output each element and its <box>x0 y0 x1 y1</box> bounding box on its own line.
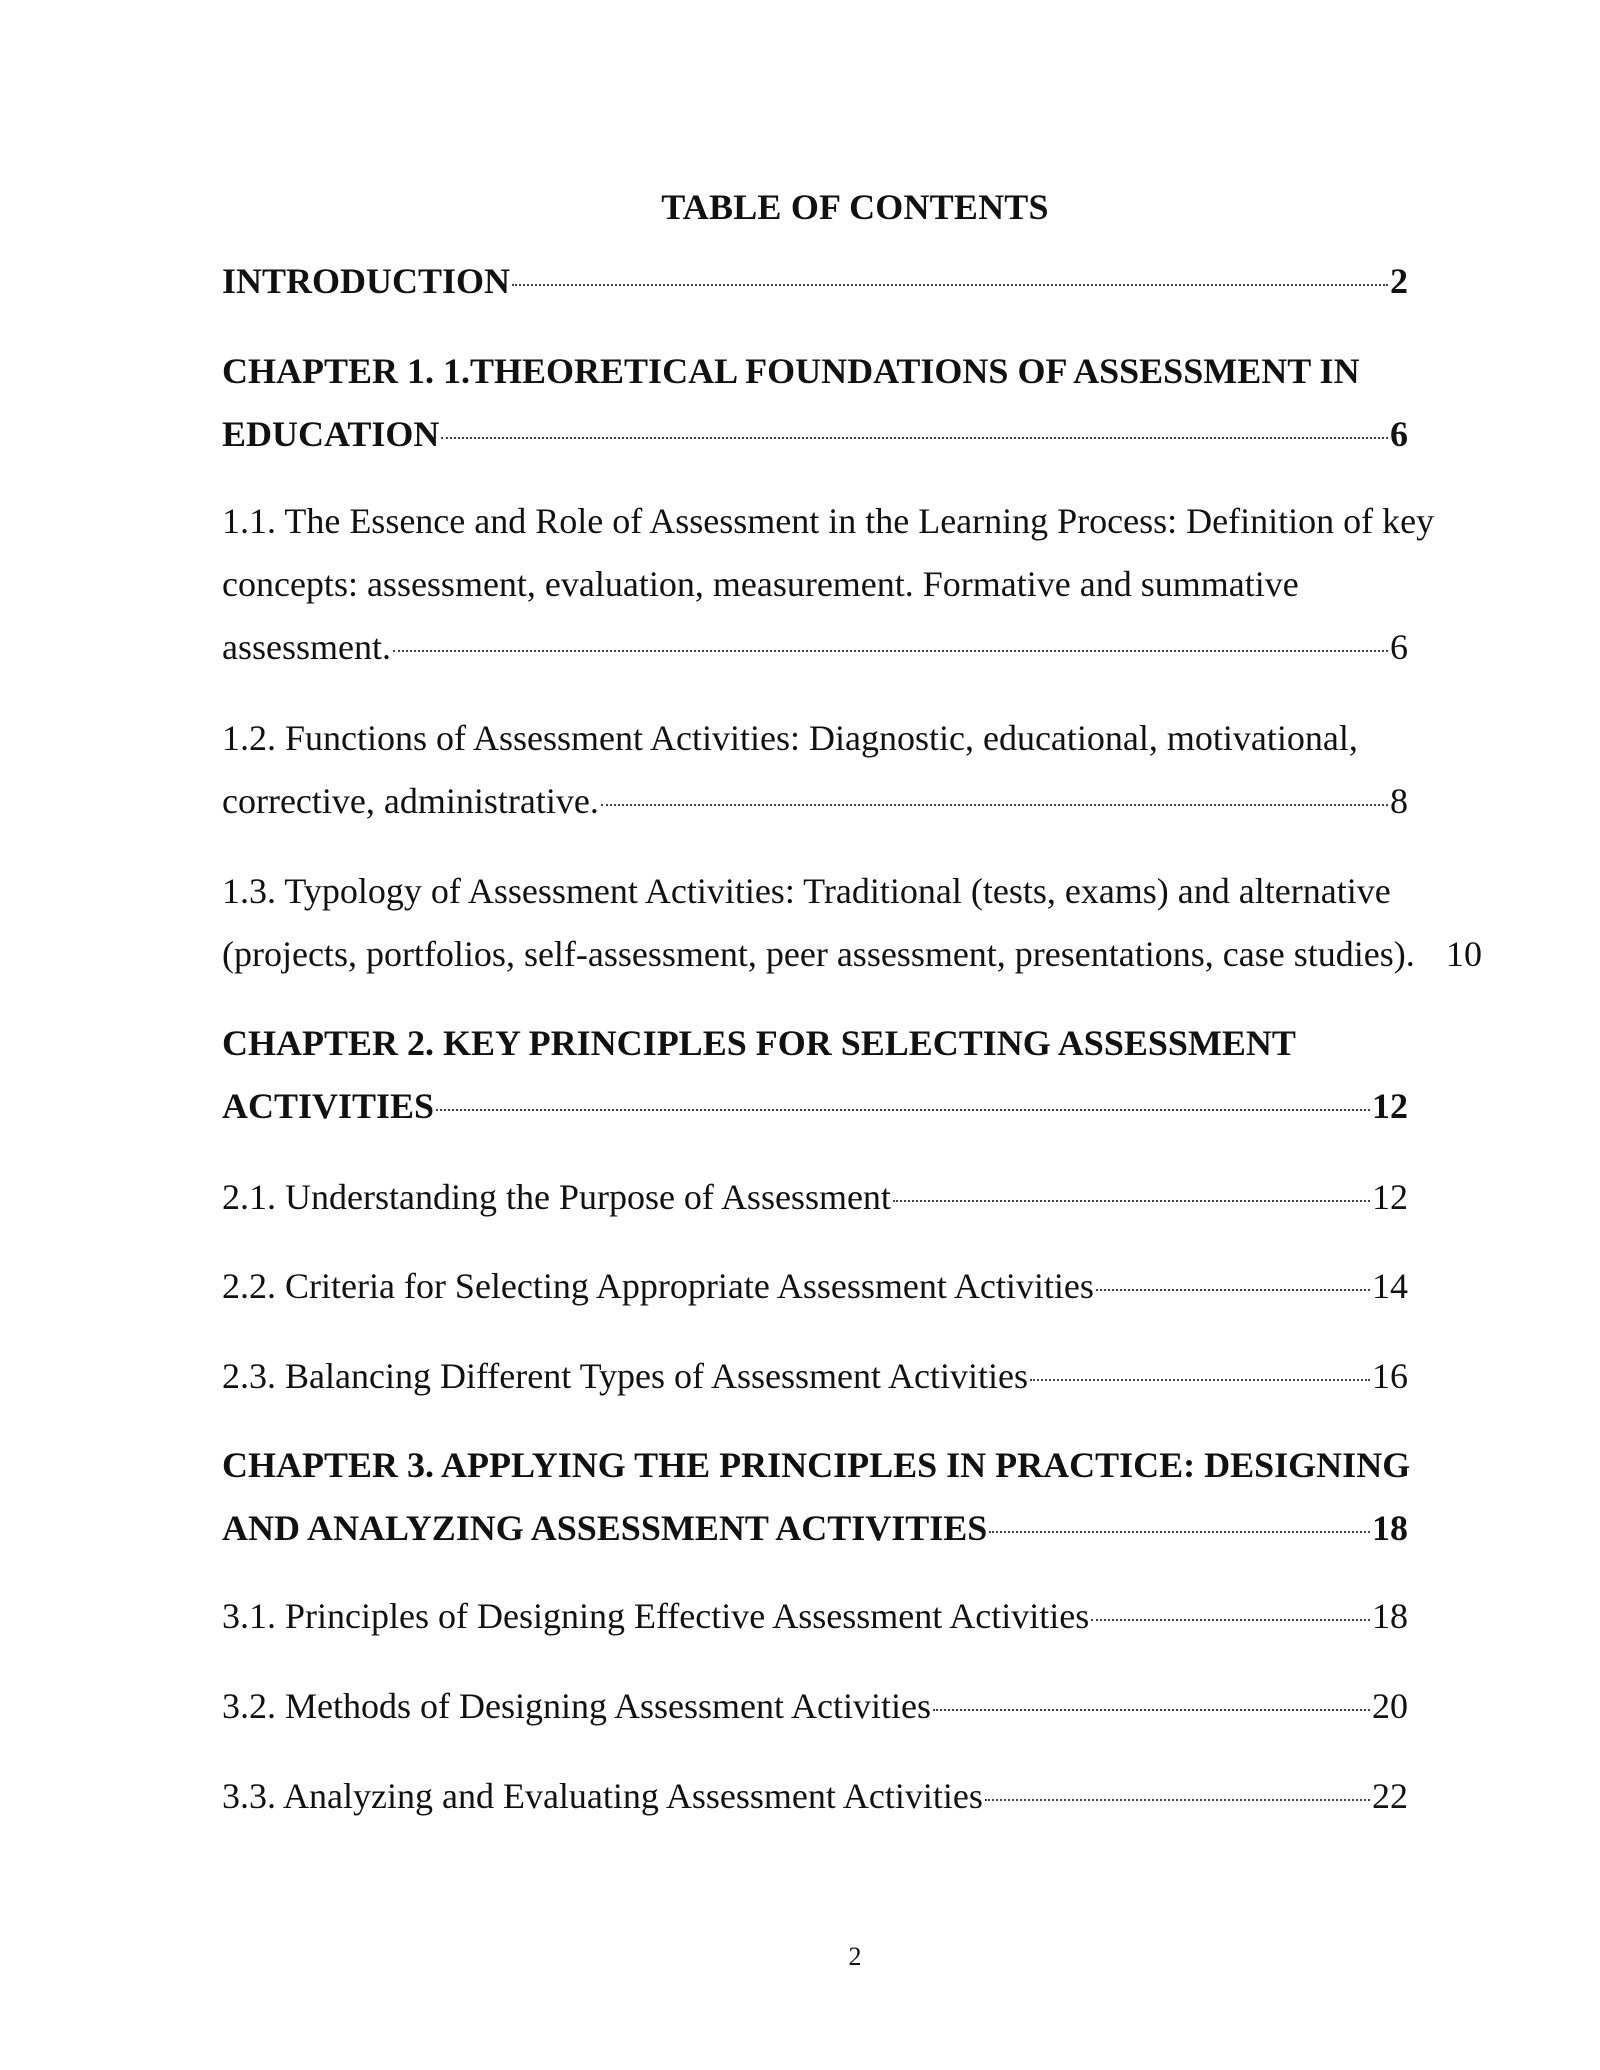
toc-entry[interactable] <box>222 1012 1408 1138</box>
dot-leader <box>989 1531 1370 1533</box>
toc-entry-text-line: 2.2. Criteria for Selecting Appropriate Assessment Activities <box>222 1266 1094 1306</box>
dot-leader <box>436 1109 1370 1111</box>
toc-entry-text-line: CHAPTER 3. APPLYING THE PRINCIPLES IN PRACTICE: DESIGNING <box>222 1445 1411 1485</box>
toc-entry-last-line <box>222 1675 1408 1738</box>
toc-entry[interactable] <box>222 707 1408 833</box>
toc-entry-text-line: 1.2. Functions of Assessment Activities: Diagnostic, educational, motivational, <box>222 718 1358 758</box>
toc-entry-last-line <box>222 1585 1408 1648</box>
dot-leader <box>1030 1379 1370 1381</box>
dot-leader <box>393 650 1388 652</box>
toc-entry[interactable] <box>222 1675 1408 1738</box>
toc-entry-text-line: concepts: assessment, evaluation, measurement. Formative and summative <box>222 564 1299 604</box>
dot-leader <box>985 1799 1370 1801</box>
toc-entry-text-line: 1.3. Typology of Assessment Activities: Traditional (tests, exams) and alternative <box>222 871 1391 911</box>
toc-page-number: 6 <box>1390 414 1408 454</box>
toc-entry[interactable] <box>222 1166 1408 1229</box>
toc-page-number: 12 <box>1372 1086 1408 1126</box>
toc-entry-last-line <box>222 1765 1408 1828</box>
toc-entry[interactable] <box>222 1585 1408 1648</box>
toc-page-number: 8 <box>1390 781 1408 821</box>
toc-entry-last-line <box>222 616 1408 679</box>
toc-entry[interactable] <box>222 1345 1408 1408</box>
toc-title: TABLE OF CONTENTS <box>661 187 1049 227</box>
toc-entry-text-line: corrective, administrative. <box>222 781 599 821</box>
toc-page-number: 10 <box>1446 934 1482 974</box>
toc-entry-text-line: 2.1. Understanding the Purpose of Assessment <box>222 1177 891 1217</box>
toc-entry-last-line <box>222 1255 1408 1318</box>
toc-entry-last-line <box>222 1345 1408 1408</box>
toc-entry[interactable] <box>222 340 1408 466</box>
dot-leader <box>441 437 1388 439</box>
toc-entry[interactable] <box>222 860 1482 986</box>
toc-page-number: 12 <box>1372 1177 1408 1217</box>
toc-entry[interactable] <box>222 1765 1408 1828</box>
toc-entry-last-line <box>222 770 1408 833</box>
toc-entry-text-line: 1.1. The Essence and Role of Assessment in the Learning Process: Definition of key <box>222 501 1435 541</box>
toc-page-number: 2 <box>1390 261 1408 301</box>
dot-leader <box>512 284 1388 286</box>
dot-leader <box>933 1709 1370 1711</box>
dot-leader <box>1096 1289 1370 1291</box>
toc-entry-text-line: 3.3. Analyzing and Evaluating Assessment Activities <box>222 1776 983 1816</box>
toc-entry-text-line: assessment. <box>222 627 391 667</box>
toc-entry[interactable] <box>222 1255 1408 1318</box>
toc-entry-text-line: CHAPTER 2. KEY PRINCIPLES FOR SELECTING ASSESSMENT <box>222 1023 1296 1063</box>
toc-entry-text-line: 3.1. Principles of Designing Effective Assessment Activities <box>222 1596 1090 1636</box>
toc-entry[interactable] <box>222 1434 1411 1560</box>
toc-entry-last-line <box>222 1075 1408 1138</box>
toc-page-number: 20 <box>1372 1686 1408 1726</box>
toc-entry-last-line <box>222 1166 1408 1229</box>
toc-entry-text-line: CHAPTER 1. 1.THEORETICAL FOUNDATIONS OF ASSESSMENT IN <box>222 351 1360 391</box>
toc-entry-text-line: ACTIVITIES <box>222 1086 435 1126</box>
toc-page-number: 16 <box>1372 1356 1408 1396</box>
toc-entry-last-line <box>222 403 1408 466</box>
toc-entry-text-line: 3.2. Methods of Designing Assessment Activities <box>222 1686 931 1726</box>
toc-page-number: 18 <box>1372 1596 1408 1636</box>
toc-entry-last-line <box>222 250 1408 313</box>
dot-leader <box>1091 1619 1370 1621</box>
toc-entry-text-line: 2.3. Balancing Different Types of Assessment Activities <box>222 1356 1029 1396</box>
toc-page-number: 6 <box>1390 627 1408 667</box>
dot-leader <box>893 1200 1370 1202</box>
toc-entry[interactable] <box>222 490 1435 679</box>
toc-page-number: 18 <box>1372 1508 1408 1548</box>
toc-page-number: 22 <box>1372 1776 1408 1816</box>
toc-entry-text-line: AND ANALYZING ASSESSMENT ACTIVITIES <box>222 1508 988 1548</box>
toc-entry-text-line: (projects, portfolios, self-assessment, peer assessment, presentations, case studies). <box>222 934 1415 974</box>
toc-page-number: 14 <box>1372 1266 1408 1306</box>
toc-entry[interactable] <box>222 250 1408 313</box>
dot-leader <box>601 804 1388 806</box>
toc-entry-last-line <box>222 923 1482 986</box>
toc-entry-last-line <box>222 1497 1408 1560</box>
toc-entry-text-line: INTRODUCTION <box>222 261 511 301</box>
page-number-footer: 2 <box>848 1942 862 1971</box>
toc-entry-text-line: EDUCATION <box>222 414 440 454</box>
